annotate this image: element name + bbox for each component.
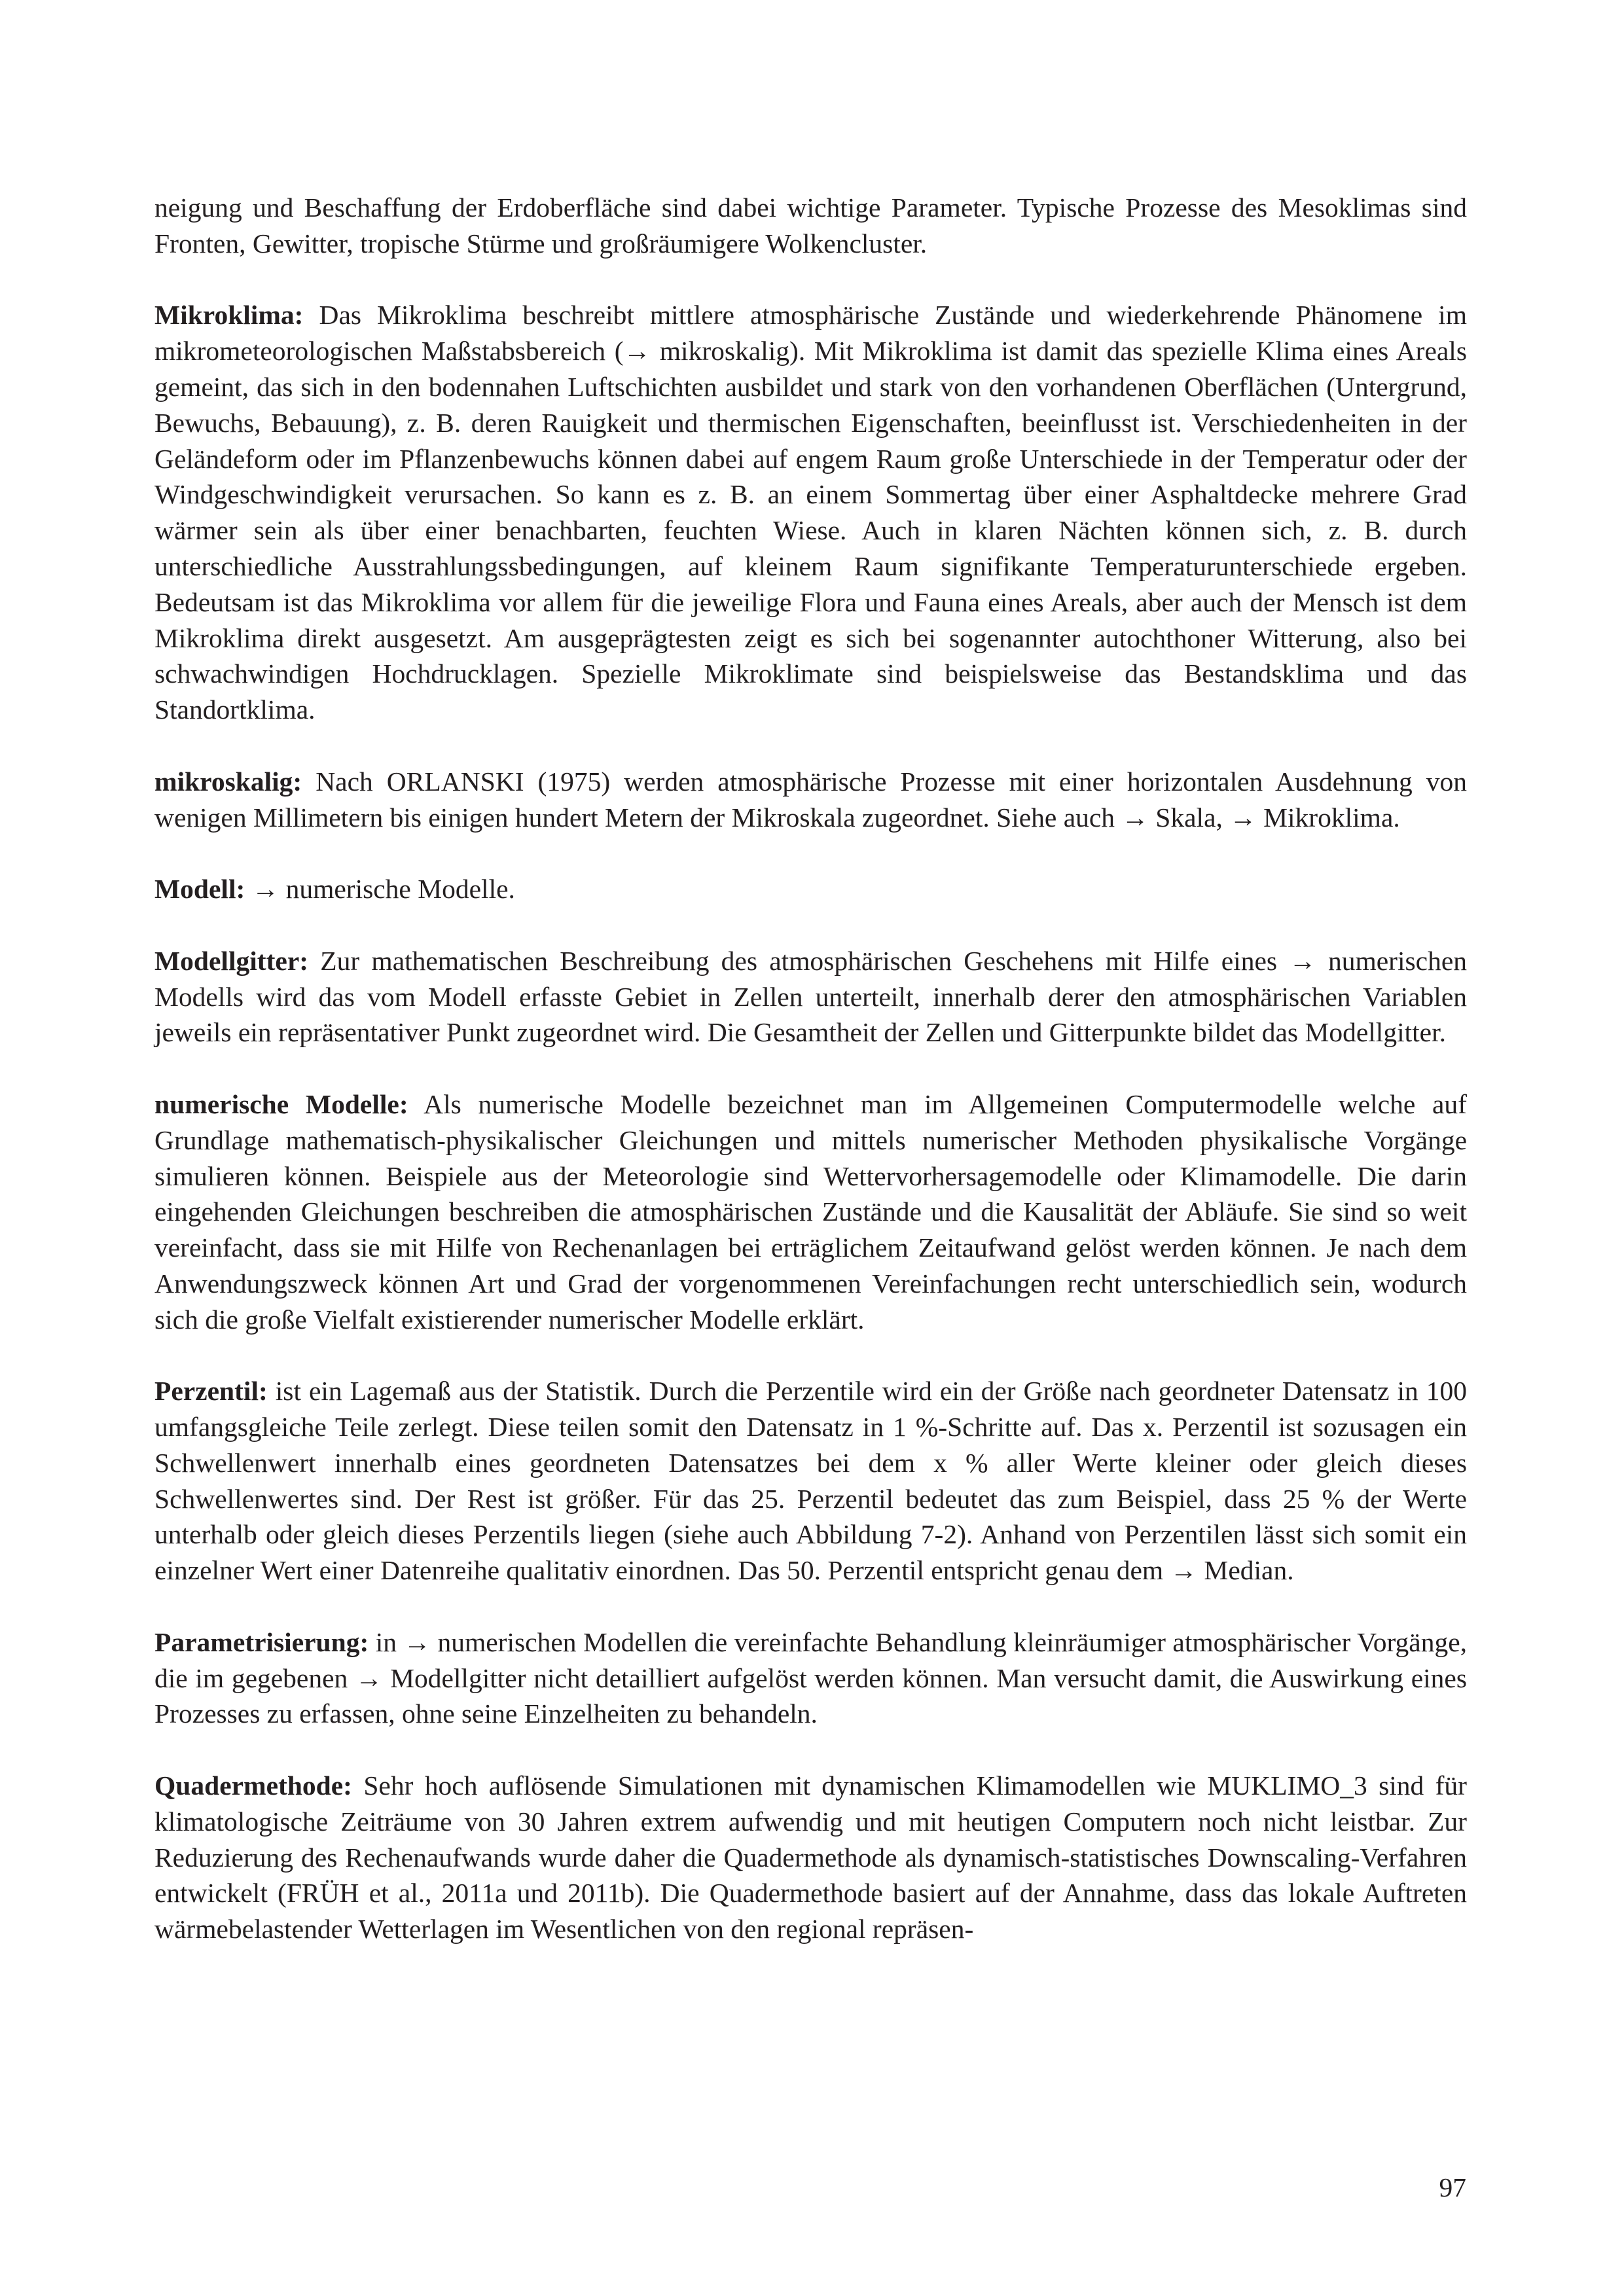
glossary-entry-parametrisierung [154, 1624, 1467, 1732]
entry-term: Modellgitter: [154, 945, 309, 976]
glossary-entry-numerische-modelle [154, 1086, 1467, 1338]
glossary-text [154, 190, 1467, 1947]
entry-term: Modell: [154, 874, 245, 905]
entry-term: numerische Modelle: [154, 1088, 408, 1119]
entry-text: Sehr hoch auflösende Simulationen mit dynamischen Klimamodellen wie MUKLIMO_3 sind für klimatologische Zeiträume von 30 Jahren extrem aufwendig und mit heutigen Computern noch nicht leistbar. Zur Reduzierung des Rechenaufwands wurde daher die Quadermethode als dynamisch-statistisches Downscaling-Verfahren entwickelt (FRÜH et al., 2011a und 2011b). Die Quadermethode basiert auf der Annahme, dass das lokale Auftreten wärmebelastender Wetterlagen im Wesentlichen von den regional repräsen- [154, 1770, 1467, 1945]
glossary-entry-perzentil [154, 1373, 1467, 1588]
entry-text: Als numerische Modelle bezeichnet man im Allgemeinen Computermodelle welche auf Grundlage mathematisch-physikalischer Gleichungen und mittels numerischer Methoden physikalische Vorgänge simulieren können. Beispiele aus der Meteorologie sind Wettervorhersagemodelle oder Klimamodelle. Die darin eingehenden Gleichungen beschreiben die atmosphärischen Zustände und die Kausalität der Abläufe. Sie sind so weit vereinfacht, dass sie mit Hilfe von Rechenanlagen bei erträglichem Zeitaufwand gelöst werden können. Je nach dem Anwendungszweck können Art und Grad der vorgenommenen Vereinfachungen recht unterschiedlich sein, wodurch sich die große Vielfalt existierender numerischer Modelle erklärt. [154, 1088, 1467, 1335]
entry-term: Parametrisierung: [154, 1626, 369, 1657]
glossary-entry-mikroklima [154, 297, 1467, 728]
entry-term: Quadermethode: [154, 1770, 352, 1801]
glossary-entry-modell [154, 871, 1467, 907]
entry-term: Perzentil: [154, 1376, 268, 1407]
page-number: 97 [1439, 2172, 1466, 2202]
entry-text: in → numerischen Modellen die vereinfachte Behandlung kleinräumiger atmosphärischer Vorgänge, die im gegebenen → Modellgitter nicht detailliert aufgelöst werden können. Man versucht damit, die Auswirkung eines Prozesses zu erfassen, ohne seine Einzelheiten zu behandeln. [154, 1626, 1467, 1729]
entry-text: neigung und Beschaffung der Erdoberfläche sind dabei wichtige Parameter. Typische Prozesse des Mesoklimas sind Fronten, Gewitter, tropische Stürme und großräumigere Wolkencluster. [154, 192, 1467, 259]
glossary-entry-modellgitter [154, 943, 1467, 1050]
entry-term: mikroskalig: [154, 766, 302, 797]
entry-text: Das Mikroklima beschreibt mittlere atmosphärische Zustände und wiederkehrende Phänomene im mikrometeorologischen Maßstabsbereich (→ mikroskalig). Mit Mikroklima ist damit das spezielle Klima eines Areals gemeint, das sich in den bodennahen Luftschichten ausbildet und stark von den vorhandenen Oberflächen (Untergrund, Bewuchs, Bebauung), z. B. deren Rauigkeit und thermischen Eigenschaften, beeinflusst ist. Verschiedenheiten in der Geländeform oder im Pflanzenbewuchs können dabei auf engem Raum große Unterschiede in der Temperatur oder der Windgeschwindigkeit verursachen. So kann es z. B. an einem Sommertag über einer Asphaltdecke mehrere Grad wärmer sein als über einer benachbarten, feuchten Wiese. Auch in klaren Nächten können sich, z. B. durch unterschiedliche Ausstrahlungssbedingungen, auf kleinem Raum signifikante Temperaturunterschiede ergeben. Bedeutsam ist das Mikroklima vor allem für die jeweilige Flora und Fauna eines Areals, aber auch der Mensch ist dem Mikroklima direkt ausgesetzt. Am ausgeprägtesten zeigt es sich bei sogenannter autochthoner Witterung, also bei schwachwindigen Hochdrucklagen. Spezielle Mikroklimate sind beispielsweise das Bestandsklima und das Standortklima. [154, 300, 1467, 725]
glossary-entry-continuation [154, 190, 1467, 262]
entry-text: → numerische Modelle. [245, 874, 515, 905]
glossary-entry-quadermethode [154, 1768, 1467, 1947]
entry-text: Nach ORLANSKI (1975) werden atmosphärische Prozesse mit einer horizontalen Ausdehnung von wenigen Millimetern bis einigen hundert Metern der Mikroskala zugeordnet. Siehe auch → Skala, → Mikroklima. [154, 766, 1467, 833]
entry-term: Mikroklima: [154, 300, 304, 331]
glossary-entry-mikroskalig [154, 764, 1467, 836]
entry-text: ist ein Lagemaß aus der Statistik. Durch die Perzentile wird ein der Größe nach geordneter Datensatz in 100 umfangsgleiche Teile zerlegt. Diese teilen somit den Datensatz in 1 %-Schritte auf. Das x. Perzentil ist sozusagen ein Schwellenwert innerhalb eines geordneten Datensatzes bei dem x % aller Werte kleiner oder gleich dieses Schwellenwertes sind. Der Rest ist größer. Für das 25. Perzentil bedeutet das zum Beispiel, dass 25 % der Werte unterhalb oder gleich dieses Perzentils liegen (siehe auch Abbildung 7-2). Anhand von Perzentilen lässt sich somit ein einzelner Wert einer Datenreihe qualitativ einordnen. Das 50. Perzentil entspricht genau dem → Median. [154, 1376, 1467, 1586]
entry-text: Zur mathematischen Beschreibung des atmosphärischen Geschehens mit Hilfe eines → numerischen Modells wird das vom Modell erfasste Gebiet in Zellen unterteilt, innerhalb derer den atmosphärischen Variablen jeweils ein repräsentativer Punkt zugeordnet wird. Die Gesamtheit der Zellen und Gitterpunkte bildet das Modellgitter. [154, 945, 1467, 1048]
